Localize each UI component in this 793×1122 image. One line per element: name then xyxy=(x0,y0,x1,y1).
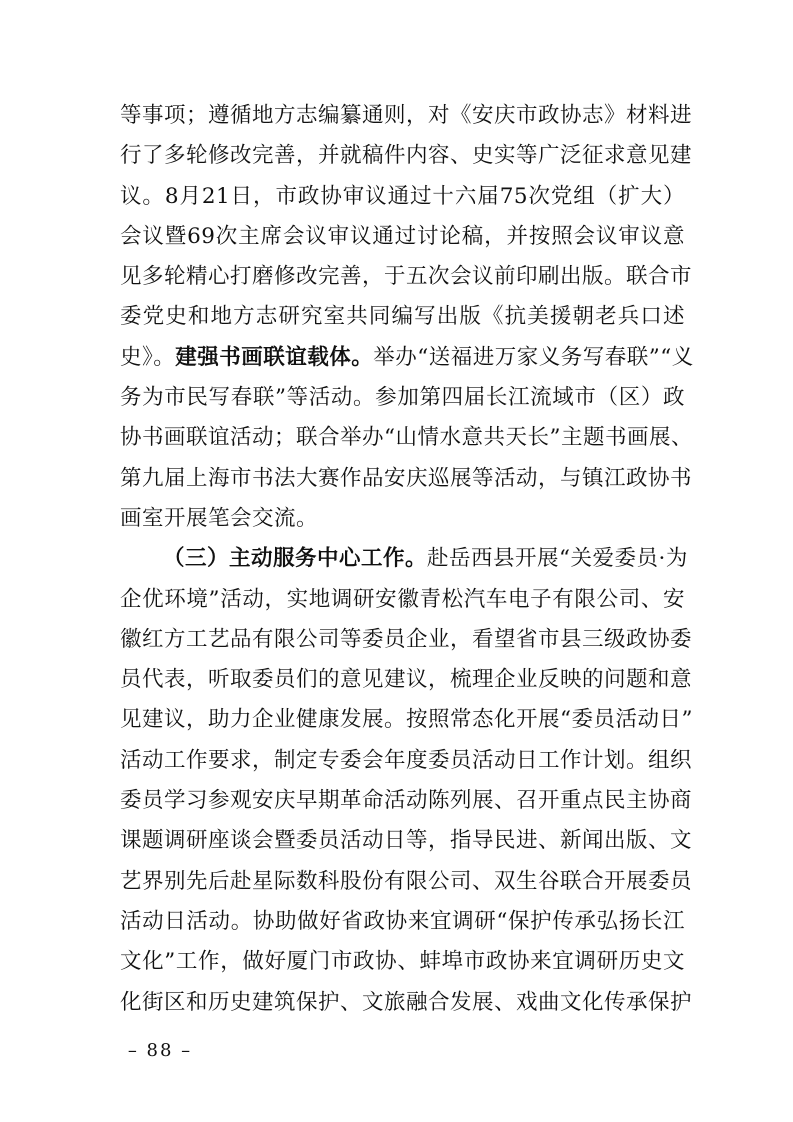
line-text: 艺界别先后赴星际数科股份有限公司、双生谷联合开展委员 xyxy=(120,868,693,894)
text-line xyxy=(120,741,693,781)
line-text: 化街区和历史建筑保护、文旅融合发展、戏曲文化传承保护 xyxy=(120,989,693,1015)
line-text: 委党史和地方志研究室共同编写出版《抗美援朝老兵口述 xyxy=(120,304,685,330)
text-line xyxy=(120,902,685,942)
text-line xyxy=(120,257,693,297)
line-text: 第九届上海市书法大赛作品安庆巡展等活动，与镇江政协书 xyxy=(120,465,693,491)
text-line xyxy=(120,297,685,337)
line-text: 课题调研座谈会暨委员活动日等，指导民进、新闻出版、文 xyxy=(120,828,693,854)
line-text: 委员学习参观安庆早期革命活动陈列展、召开重点民主协商 xyxy=(120,788,693,814)
body-text xyxy=(120,96,694,1023)
text-line xyxy=(120,539,688,579)
line-text: 协书画联谊活动；联合举办“山情水意共天长”主题书画展、 xyxy=(120,425,693,451)
text-line xyxy=(120,217,685,257)
line-text: 行了多轮修改完善，并就稿件内容、史实等广泛征求意见建 xyxy=(120,143,693,169)
line-text: 议。8月21日，市政协审议通过十六届75次党组（扩大） xyxy=(120,183,685,209)
line-text: 举办“送福进万家义务写春联”“义 xyxy=(373,344,694,370)
line-text: 赴岳西县开展“关爱委员·为 xyxy=(427,546,688,572)
line-text: 务为市民写春联”等活动。参加第四届长江流域市（区）政 xyxy=(120,385,685,411)
text-line xyxy=(120,338,694,378)
text-line xyxy=(120,136,693,176)
text-line xyxy=(120,620,693,660)
text-line xyxy=(120,781,693,821)
line-text: 会议暨69次主席会议审议通过讨论稿，并按照会议审议意 xyxy=(120,223,685,249)
text-line xyxy=(120,942,685,982)
text-line xyxy=(120,700,693,740)
line-text: 见多轮精心打磨修改完善，于五次会议前印刷出版。联合市 xyxy=(120,264,693,290)
text-line xyxy=(120,177,685,217)
text-line xyxy=(120,660,693,700)
text-line xyxy=(120,983,693,1023)
page-number: – 88 – xyxy=(127,1040,193,1061)
line-text: 企优环境”活动，实地调研安徽青松汽车电子有限公司、安 xyxy=(120,586,685,612)
line-text: 员代表，听取委员们的意见建议，梳理企业反映的问题和意 xyxy=(120,667,693,693)
text-line xyxy=(120,499,685,539)
line-text: 活动日活动。协助做好省政协来宜调研“保护传承弘扬长江 xyxy=(120,908,685,934)
line-text: 文化”工作，做好厦门市政协、蚌埠市政协来宜调研历史文 xyxy=(120,949,685,975)
bold-heading-text: 建强书画联谊载体。 xyxy=(175,344,374,370)
text-line xyxy=(120,378,685,418)
line-text: 徽红方工艺品有限公司等委员企业，看望省市县三级政协委 xyxy=(120,626,693,652)
line-text: 画室开展笔会交流。 xyxy=(120,505,319,531)
line-text: 见建议，助力企业健康发展。按照常态化开展“委员活动日” xyxy=(120,707,693,733)
text-line xyxy=(120,96,693,136)
text-line xyxy=(120,418,693,458)
text-line xyxy=(120,580,685,620)
text-line xyxy=(120,821,693,861)
line-text: 活动工作要求，制定专委会年度委员活动日工作计划。组织 xyxy=(120,747,693,773)
line-text: 史》。 xyxy=(120,344,176,370)
text-line xyxy=(120,862,693,902)
text-line xyxy=(120,459,693,499)
line-text: 等事项；遵循地方志编纂通则，对《安庆市政协志》材料进 xyxy=(120,103,693,128)
bold-heading-text: （三）主动服务中心工作。 xyxy=(163,546,428,572)
